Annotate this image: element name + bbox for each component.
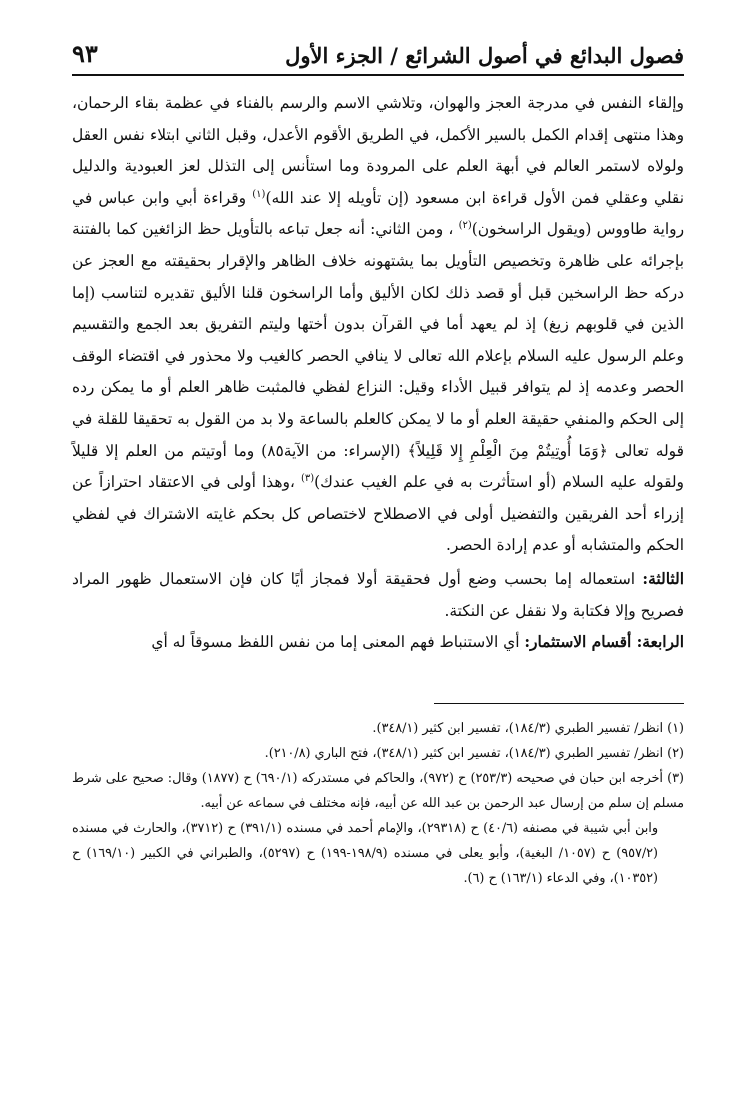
footnote-ref: (٣) bbox=[300, 473, 315, 484]
text-run: وقراءة أبي وابن عباس في رواية طاووس (ويقول الراسخون) bbox=[72, 188, 685, 239]
section-lead: الثالثة: bbox=[642, 569, 684, 588]
paragraph bbox=[72, 564, 684, 627]
footnote: (٢) انظر/ تفسير الطبري (١٨٤/٣)، تفسير ابن كثير (٣٤٨/١)، فتح الباري (٢١٠/٨). bbox=[264, 745, 684, 761]
footnote-separator bbox=[434, 703, 684, 704]
section-lead: الرابعة: أقسام الاستثمار: bbox=[524, 633, 684, 652]
page-header bbox=[72, 28, 684, 76]
main-text bbox=[72, 88, 684, 659]
text-run: أي الاستنباط فهم المعنى إما من نفس اللفظ مسوقاً له أي bbox=[151, 633, 525, 652]
text-run: وإلقاء النفس في مدرجة العجز والهوان، وتلاشي الاسم والرسم بالفناء في عظمة بقاء الرحمان، وهذا منتهى إقدام الكمل بالسير الأكمل، في الطريق الأقوم الأعدل، وقبل الثاني ابتلاء نفس العقل ولولاه لاستمر العالم في أبهة العلم على المرودة وما استأنس إلى التذلل لعز العبودية والدليل نقلي وعقلي فمن الأول قراءة ابن مسعود (إن تأويله إلا عند الله) bbox=[72, 94, 684, 207]
page-number: ٩٣ bbox=[72, 39, 98, 68]
running-title: فصول البدائع في أصول الشرائع / الجزء الأول bbox=[285, 43, 684, 68]
paragraph bbox=[72, 627, 684, 659]
paragraph bbox=[72, 88, 684, 562]
footnote-continuation: وابن أبي شيبة في مصنفه (٤٠/٦) ح (٢٩٣١٨)، والإمام أحمد في مسنده (٣٩١/١) ح (٣٧١٢)، والحارث في مسنده (٩٥٧/٢) ح (١٠٥٧/ البغية)، وأبو يعلى في مسنده (١٩٨/٩-١٩٩) ح (٥٢٩٧)، والطبراني في الكبير (١٦٩/١٠) ح (١٠٣٥٢)، وفي الدعاء (١٦٣/١) ح (٦). bbox=[72, 820, 659, 886]
text-run: ،وهذا أولى في الاعتقاد احترازاً عن إزراء أحد الفريقين والتفضيل أولى في الاصطلاح لاختصاص كل بحكم غايته الاشتراك في لفظي الحكم والمتشابه أو عدم إرادة الحصر. bbox=[72, 473, 684, 555]
text-run: ، ومن الثاني: أنه جعل تباعه بالتأويل حظ الزائغين كما بالفتنة بإجرائه على ظاهرة وتخصيص التأويل بما يشتهونه خلاف الظاهر والإقرار بحقيقته مع العجز عن دركه حظ الراسخين قبل أو قصد ذلك لكان الأليق وأما الراسخون قلنا الأليق تقديره لتناسب (إما الذين في قلوبهم زيغ) إذ لم يعهد أما في القرآن بدون أختها وليتم التفريق بعد الجمع والتقسيم وعلم الرسول عليه السلام بإعلام الله تعالى لا ينافي الحصر كالغيب ولا محذور في اقتضاء الوقف الحصر وعدمه إذ لم يتوافر قبيل الأداء وقيل: النزاع لفظي فالمثبت ظاهر العلم أو ما يمكن رده إلى الحكم والمنفي حقيقة العلم أو ما لا يمكن كالعلم بالساعة ولا بد من القول به تحقيقا للقلة في قوله تعالى ﴿وَمَا أُوتِيتُمْ مِنَ الْعِلْمِ إِلا قَلِيلاً﴾ (الإسراء: من الآية٨٥) وما أوتيتم من العلم إلا قليلاً ولقوله عليه السلام (أو استأثرت به في علم الغيب عندك) bbox=[72, 220, 684, 492]
text-run: استعماله إما بحسب وضع أول فحقيقة أولا فمجاز أيًا كان فإن الاستعمال ظهور المراد فصريح وإلا فكتابة ولا نقفل عن النكتة. bbox=[72, 569, 684, 620]
footnote: (٣) أخرجه ابن حبان في صحيحه (٢٥٣/٣) ح (٩٧٢)، والحاكم في مستدركه (٦٩٠/١) ح (١٨٧٧) وقال: صحيح على شرط مسلم إن سلم من إرسال عبد الرحمن بن عبد الله عن أبيه، فإنه مختلف في سماعه عن أبيه. bbox=[72, 770, 684, 811]
footnote: (١) انظر/ تفسير الطبري (١٨٤/٣)، تفسير ابن كثير (٣٤٨/١). bbox=[372, 720, 684, 736]
footnote-ref: (٢) bbox=[458, 220, 472, 232]
footnotes bbox=[72, 716, 684, 891]
footnote-ref: (١) bbox=[252, 188, 266, 200]
